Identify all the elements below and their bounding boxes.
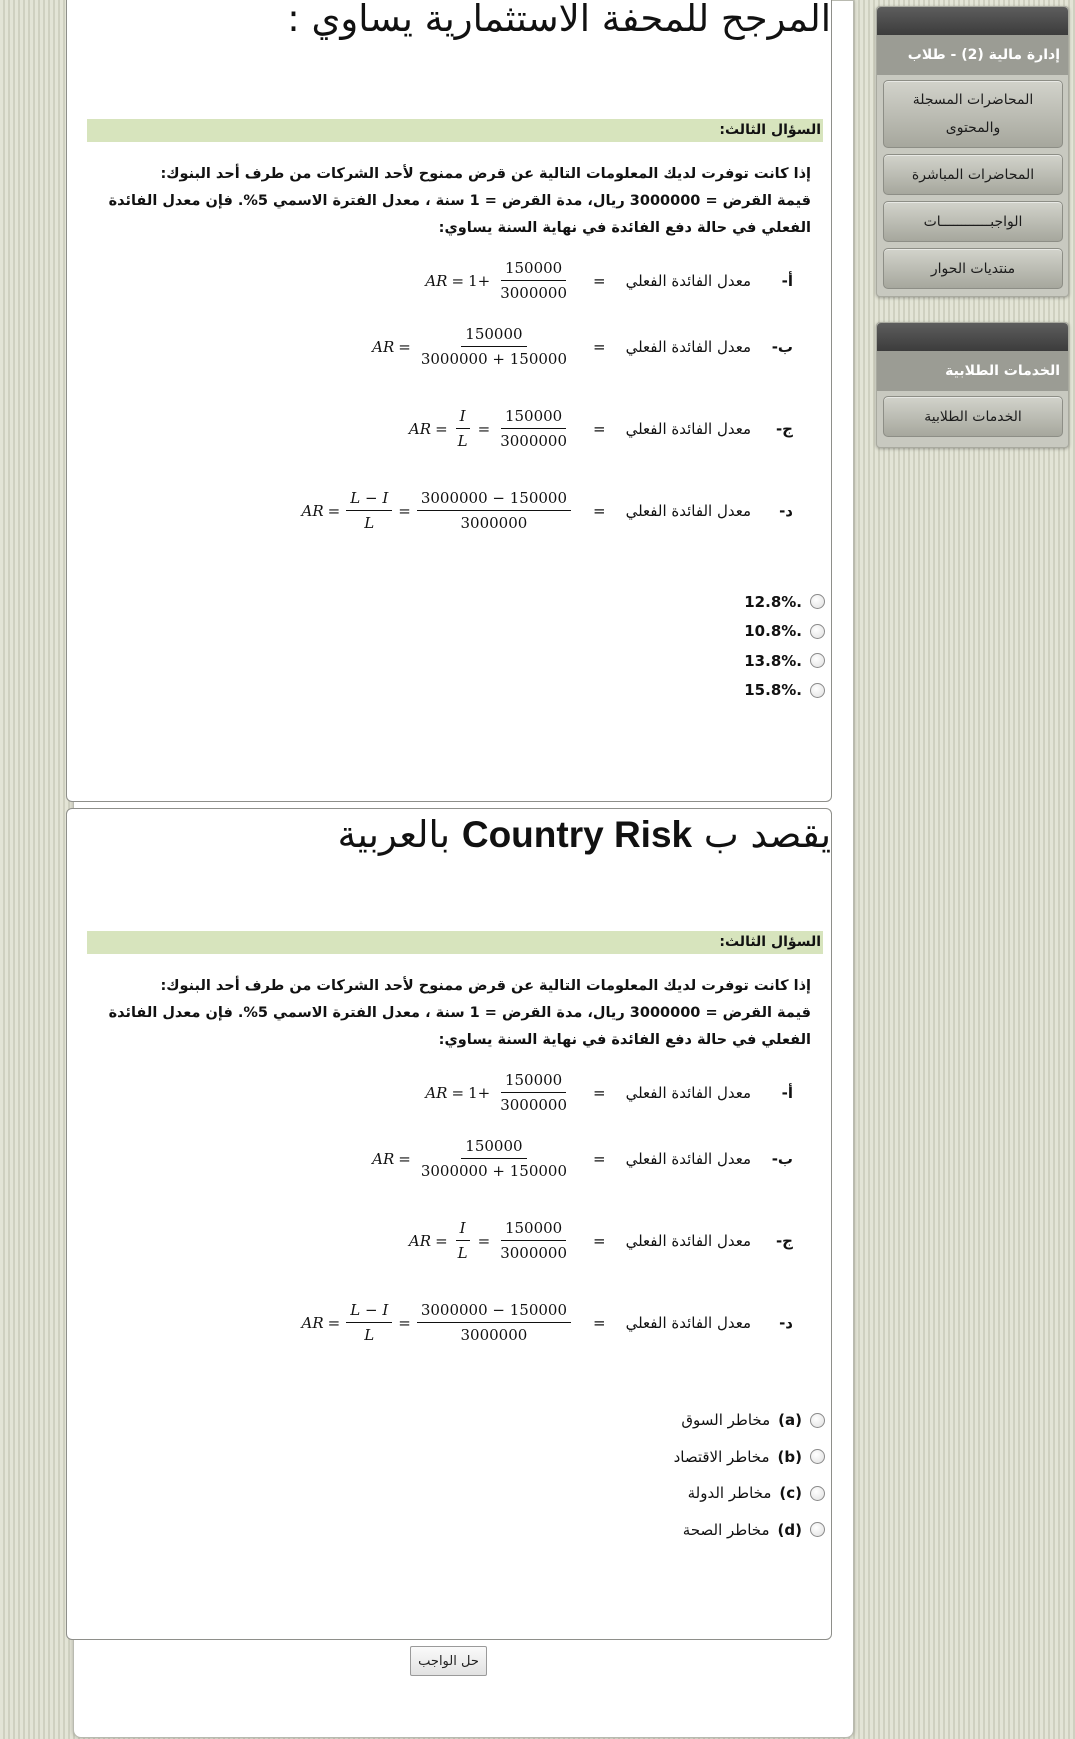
description-line: قيمة القرض = 3000000 ريال، مدة القرض = 1 سنة ، معدل الفترة الاسمي 5%. فإن معدل الفائدة الفعلي في حالة دفع الفائدة في نهاية السنة يساوي: [108, 1005, 811, 1048]
radio-button[interactable] [810, 1486, 825, 1501]
answer-option-key: (d) [777, 1520, 802, 1539]
equals-sign: = [477, 419, 491, 438]
equals-sign: = [327, 1313, 341, 1332]
formula-math [409, 1219, 573, 1262]
course-menu-items [877, 75, 1068, 289]
equals-sign: = [451, 271, 465, 290]
formula-row [372, 325, 793, 368]
formula-math [302, 489, 573, 532]
fraction-numerator: 150000 [501, 1071, 566, 1093]
formula-row [372, 1137, 793, 1180]
answer-option-label: .13.8% [744, 651, 802, 670]
equals-sign: = [593, 1231, 606, 1250]
fraction-denominator: 3000000 + 150000 [420, 1162, 567, 1180]
equals-sign: = [327, 501, 341, 520]
answer-option-key: (b) [777, 1447, 802, 1466]
equals-sign: = [593, 337, 606, 356]
radio-button[interactable] [810, 624, 825, 639]
answer-option[interactable] [744, 587, 825, 617]
formula-letter: ج- [775, 419, 793, 438]
answer-option[interactable] [744, 617, 825, 647]
radio-button[interactable] [810, 594, 825, 609]
answer-option-key: (c) [779, 1484, 802, 1503]
fraction [417, 489, 571, 532]
fraction-numerator: 3000000 − 150000 [417, 489, 571, 511]
question-image-header: السؤال الثالث: [87, 931, 823, 954]
formula-prefix: 1+ [468, 271, 491, 290]
answer-option-label: مخاطر الاقتصاد [673, 1447, 770, 1466]
question-title-prefix: يقصد ب [703, 813, 831, 856]
sidebar-item-recorded-lectures[interactable] [883, 80, 1063, 148]
formula-row [425, 1071, 793, 1114]
services-title: الخدمات الطلابية [877, 351, 1068, 391]
formula-letter: ب- [771, 337, 793, 356]
fraction-denominator: L [364, 1326, 375, 1344]
equals-sign: = [593, 1083, 606, 1102]
radio-button[interactable] [810, 653, 825, 668]
radio-button[interactable] [810, 683, 825, 698]
fraction [496, 1219, 571, 1262]
fraction [496, 407, 571, 450]
submit-homework-button[interactable]: حل الواجب [410, 1646, 487, 1676]
formula-row [425, 259, 793, 302]
radio-button[interactable] [810, 1522, 825, 1537]
question-image [87, 931, 823, 1351]
formula-ar: AR [408, 1231, 432, 1250]
equals-sign: = [593, 1313, 606, 1332]
fraction [346, 489, 392, 532]
equals-sign: = [435, 1231, 448, 1250]
formula-label: معدل الفائدة الفعلي [625, 501, 751, 520]
fraction-denominator: 3000000 [460, 514, 528, 532]
student-services-menu [876, 322, 1069, 448]
equals-sign: = [398, 1149, 411, 1168]
answer-option-label: .15.8% [744, 681, 802, 700]
fraction [454, 1219, 472, 1262]
course-menu-header-bar [877, 7, 1068, 35]
formula-ar: AR [301, 1313, 324, 1332]
answer-option[interactable] [744, 646, 825, 676]
fraction-denominator: 3000000 + 150000 [420, 350, 567, 368]
fraction [417, 325, 571, 368]
answer-options [674, 1402, 825, 1548]
fraction-denominator: 3000000 [500, 1244, 567, 1262]
equals-sign: = [593, 271, 606, 290]
formula-letter: د- [779, 1313, 793, 1332]
fraction [346, 1301, 392, 1344]
answer-option[interactable] [674, 1439, 825, 1476]
fraction [496, 1071, 571, 1114]
formula-label: معدل الفائدة الفعلي [625, 1149, 751, 1168]
services-menu-items [877, 391, 1068, 437]
fraction-numerator: 3000000 − 150000 [417, 1301, 571, 1323]
formula-label: معدل الفائدة الفعلي [625, 1083, 751, 1102]
equals-sign: = [593, 419, 606, 438]
sidebar-item-student-services[interactable] [883, 396, 1063, 437]
answer-option[interactable] [744, 676, 825, 706]
formula-row [409, 407, 793, 450]
formula-letter: أ- [781, 271, 793, 290]
fraction-denominator: 3000000 [500, 432, 567, 450]
fraction [417, 1301, 571, 1344]
formula-math [425, 1071, 573, 1114]
fraction-denominator: 3000000 [500, 1096, 567, 1114]
fraction-denominator: 3000000 [460, 1326, 528, 1344]
radio-button[interactable] [810, 1413, 825, 1428]
fraction-denominator: L [364, 514, 375, 532]
fraction-numerator: I [456, 1219, 470, 1241]
answer-option-key: (a) [778, 1411, 802, 1430]
question-card-1 [66, 0, 832, 802]
question-title: المرجح للمحفة الاستثمارية يساوي : [287, 0, 831, 40]
question-card-2 [66, 808, 832, 1640]
fraction-denominator: L [457, 432, 468, 450]
equals-sign: = [593, 1149, 606, 1168]
sidebar-item-label: المحاضرات المباشرة [911, 166, 1035, 183]
formula-ar: AR [372, 337, 395, 356]
question-image-header: السؤال الثالث: [87, 119, 823, 142]
description-line: قيمة القرض = 3000000 ريال، مدة القرض = 1 سنة ، معدل الفترة الاسمي 5%. فإن معدل الفائدة الفعلي في حالة دفع الفائدة في نهاية السنة يساوي: [108, 193, 811, 236]
services-menu-header-bar [877, 323, 1068, 351]
formula-letter: ب- [771, 1149, 793, 1168]
equals-sign: = [398, 1313, 411, 1332]
formula-prefix: 1+ [468, 1083, 491, 1102]
sidebar-item-label: منتديات الحوار [930, 260, 1016, 277]
formula-row [409, 1219, 793, 1262]
sidebar-item-live-lectures[interactable] [883, 154, 1063, 195]
formula-label: معدل الفائدة الفعلي [625, 337, 751, 356]
answer-option[interactable] [674, 1475, 825, 1512]
fraction-numerator: 150000 [501, 1219, 566, 1241]
equals-sign: = [477, 1231, 491, 1250]
answer-option[interactable] [674, 1512, 825, 1549]
description-line: إذا كانت توفرت لديك المعلومات التالية عن قرض ممنوح لأحد الشركات من طرف أحد البنوك: [160, 166, 811, 182]
fraction-numerator: I [456, 407, 470, 429]
formula-label: معدل الفائدة الفعلي [625, 419, 751, 438]
fraction-denominator: 3000000 [500, 284, 567, 302]
formula-ar: AR [301, 501, 324, 520]
equals-sign: = [398, 501, 411, 520]
fraction-numerator: 150000 [501, 407, 566, 429]
fraction-numerator: 150000 [461, 1137, 526, 1159]
description-line: إذا كانت توفرت لديك المعلومات التالية عن قرض ممنوح لأحد الشركات من طرف أحد البنوك: [160, 978, 811, 994]
fraction-numerator: L − I [346, 489, 392, 511]
fraction [417, 1137, 571, 1180]
sidebar-item-homework[interactable] [883, 201, 1063, 242]
radio-button[interactable] [810, 1449, 825, 1464]
fraction-numerator: 150000 [501, 259, 566, 281]
sidebar-item-label: المحاضرات المسجلة والمحتوى [912, 92, 1034, 136]
formula-ar: AR [425, 271, 448, 290]
formula-math [409, 407, 573, 450]
fraction-numerator: 150000 [461, 325, 526, 347]
formula-letter: د- [779, 501, 793, 520]
question-title [338, 813, 831, 857]
fraction-numerator: L − I [346, 1301, 392, 1323]
question-title-suffix: بالعربية [337, 813, 451, 856]
fraction-denominator: L [457, 1244, 468, 1262]
answer-option-label: .12.8% [744, 592, 802, 611]
formula-letter: ج- [775, 1231, 793, 1250]
formula-math [425, 259, 573, 302]
answer-options [744, 587, 825, 705]
answer-option-label: .10.8% [744, 622, 802, 641]
equals-sign: = [593, 501, 606, 520]
sidebar-item-discussion-forums[interactable] [883, 248, 1063, 289]
equals-sign: = [398, 337, 411, 356]
question-image [87, 119, 823, 539]
fraction [496, 259, 571, 302]
equals-sign: = [451, 1083, 465, 1102]
formula-label: معدل الفائدة الفعلي [625, 1231, 751, 1250]
answer-option[interactable] [674, 1402, 825, 1439]
fraction [454, 407, 472, 450]
equals-sign: = [435, 419, 448, 438]
formula-ar: AR [425, 1083, 448, 1102]
sidebar-item-label: الواجبــــــــــــات [923, 213, 1023, 230]
formula-math [302, 1301, 573, 1344]
formula-math [372, 1137, 573, 1180]
answer-option-label: مخاطر الدولة [687, 1484, 772, 1503]
formula-row [302, 489, 793, 532]
formula-letter: أ- [781, 1083, 793, 1102]
sidebar-item-label: الخدمات الطلابية [924, 408, 1022, 425]
formula-ar: AR [372, 1149, 395, 1168]
question-title-term: Country Risk [461, 814, 693, 855]
formula-ar: AR [408, 419, 432, 438]
question-image-description [91, 973, 811, 1054]
formula-math [372, 325, 573, 368]
answer-option-label: مخاطر الصحة [682, 1520, 770, 1539]
formula-row [302, 1301, 793, 1344]
answer-option-label: مخاطر السوق [681, 1411, 771, 1430]
formula-label: معدل الفائدة الفعلي [625, 271, 751, 290]
formula-label: معدل الفائدة الفعلي [625, 1313, 751, 1332]
course-menu [876, 6, 1069, 297]
course-title: إدارة مالية (2) - طلاب [877, 35, 1068, 75]
question-image-description [91, 161, 811, 242]
